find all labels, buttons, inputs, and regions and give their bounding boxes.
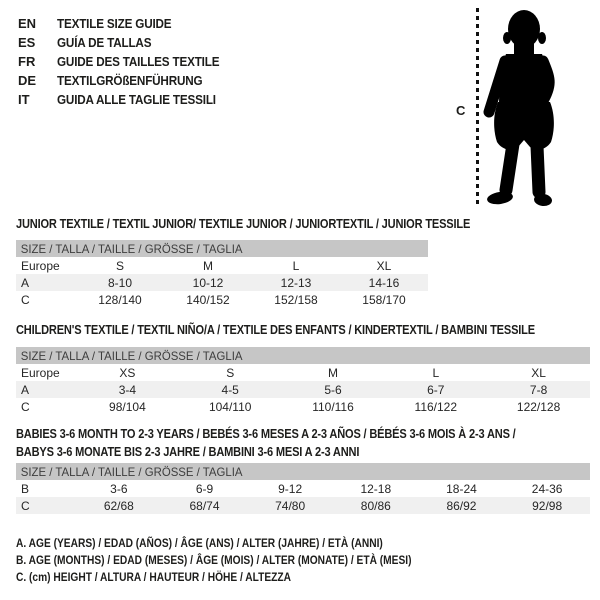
row-label: C — [21, 399, 30, 414]
guide-title-de: TEXTILGRÖßENFÜHRUNG — [57, 73, 203, 88]
size-cell: 7-8 — [487, 381, 590, 398]
row-label: Europe — [21, 365, 60, 380]
row-label: C — [16, 497, 76, 514]
size-header-text: SIZE / TALLA / TAILLE / GRÖSSE / TAGLIA — [20, 348, 243, 363]
row-label: A — [16, 381, 76, 398]
size-cell: 3-4 — [76, 381, 179, 398]
size-cell: 5-6 — [282, 381, 385, 398]
table-row — [16, 381, 590, 398]
size-cell: 3-6 — [110, 481, 128, 496]
size-cell: 98/104 — [109, 399, 146, 414]
table-row — [16, 291, 428, 308]
table-row — [16, 274, 428, 291]
size-cell: 140/152 — [186, 292, 230, 307]
size-cell: 158/170 — [362, 292, 406, 307]
babies-size-table — [16, 463, 590, 514]
footnote-height: C. (cm) HEIGHT / ALTURA / HAUTEUR / HÖHE / ALTEZZA — [16, 570, 292, 584]
size-cell: 8-10 — [76, 274, 164, 291]
size-cell: 128/140 — [98, 292, 142, 307]
row-label: C — [21, 292, 30, 307]
size-cell: 74/80 — [247, 497, 333, 514]
size-header-text: SIZE / TALLA / TAILLE / GRÖSSE / TAGLIA — [20, 464, 243, 479]
junior-size-table — [16, 240, 428, 308]
size-cell: M — [327, 365, 338, 380]
row-label: Europe — [21, 258, 60, 273]
babies-section-title — [16, 425, 600, 461]
toddler-silhouette-icon — [482, 8, 572, 208]
language-row-fr — [18, 52, 237, 71]
size-cell: 80/86 — [333, 497, 419, 514]
guide-title-en: TEXTILE SIZE GUIDE — [57, 16, 172, 31]
size-header-bar — [16, 240, 428, 257]
size-cell: XL — [376, 258, 392, 273]
language-code: ES — [18, 35, 36, 50]
size-header-row — [16, 463, 590, 480]
size-cell: 12-18 — [360, 481, 392, 496]
size-cell: XS — [119, 365, 136, 380]
section-title-line: BABIES 3-6 MONTH TO 2-3 YEARS / BEBÉS 3-6 MESES A 2-3 AÑOS / BÉBÉS 3-6 MOIS À 2-3 ANS / — [16, 426, 516, 441]
size-cell: 62/68 — [76, 497, 162, 514]
language-code: EN — [18, 16, 37, 31]
size-cell: L — [432, 365, 440, 380]
size-cell: XL — [531, 365, 546, 380]
size-cell: 86/92 — [419, 497, 505, 514]
table-row — [16, 398, 590, 415]
section-title-line: JUNIOR TEXTILE / TEXTIL JUNIOR/ TEXTILE JUNIOR / JUNIORTEXTIL / JUNIOR TESSILE — [16, 216, 471, 231]
footnote-age-months: B. AGE (MONTHS) / EDAD (MESES) / ÂGE (MOIS) / ALTER (MONATE) / ETÀ (MESI) — [16, 553, 412, 567]
guide-title-es: GUÍA DE TALLAS — [57, 35, 152, 50]
row-label: B — [21, 481, 30, 496]
size-cell: 14-16 — [340, 274, 428, 291]
children-size-table — [16, 347, 590, 415]
size-cell: 92/98 — [504, 497, 590, 514]
size-cell: S — [115, 258, 124, 273]
language-row-es — [18, 33, 237, 52]
size-cell: 10-12 — [164, 274, 252, 291]
size-header-row — [16, 240, 428, 257]
size-cell: L — [292, 258, 300, 273]
size-cell: 9-12 — [278, 481, 303, 496]
children-section-title — [16, 321, 600, 339]
size-cell: 110/116 — [312, 399, 354, 414]
language-row-en — [18, 14, 237, 33]
language-row-it — [18, 90, 237, 109]
row-label: A — [16, 274, 76, 291]
language-code: DE — [18, 73, 37, 88]
size-header-bar — [16, 463, 590, 480]
size-cell: 24-36 — [531, 481, 563, 496]
table-row — [16, 497, 590, 514]
section-title-line: BABYS 3-6 MONATE BIS 2-3 JAHRE / BAMBINI 3-6 MESI A 2-3 ANNI — [16, 444, 360, 459]
junior-section-title — [16, 215, 550, 233]
footnote-age-years: A. AGE (YEARS) / EDAD (AÑOS) / ÂGE (ANS) / ALTER (JAHRE) / ETÀ (ANNI) — [16, 536, 383, 550]
size-header-text: SIZE / TALLA / TAILLE / GRÖSSE / TAGLIA — [20, 241, 243, 256]
size-cell: M — [203, 258, 213, 273]
footnote-legend — [16, 535, 481, 586]
guide-title-it: GUIDA ALLE TAGLIE TESSILI — [57, 92, 216, 107]
size-header-bar — [16, 347, 590, 364]
table-row — [16, 257, 428, 274]
size-cell: 116/122 — [414, 399, 458, 414]
height-measure-label: C — [456, 103, 466, 118]
language-row-de — [18, 71, 237, 90]
language-title-list — [18, 14, 237, 109]
section-title-line: CHILDREN'S TEXTILE / TEXTIL NIÑO/A / TEXTILE DES ENFANTS / KINDERTEXTIL / BAMBINI TESSILE — [16, 322, 535, 337]
size-cell: 18-24 — [446, 481, 477, 496]
guide-title-fr: GUIDE DES TAILLES TEXTILE — [57, 54, 220, 69]
language-code: IT — [18, 92, 30, 107]
size-cell: 104/110 — [208, 399, 252, 414]
language-code: FR — [18, 54, 36, 69]
size-header-row — [16, 347, 590, 364]
size-cell: 4-5 — [179, 381, 282, 398]
height-measure-dashed-line — [476, 8, 479, 208]
size-cell: 122/128 — [516, 399, 561, 414]
table-row — [16, 480, 590, 497]
size-cell: 68/74 — [162, 497, 248, 514]
size-cell: 6-9 — [195, 481, 214, 496]
size-cell: 12-13 — [252, 274, 340, 291]
table-row — [16, 364, 590, 381]
size-cell: 152/158 — [274, 292, 318, 307]
size-cell: 6-7 — [384, 381, 487, 398]
size-cell: S — [226, 365, 235, 380]
